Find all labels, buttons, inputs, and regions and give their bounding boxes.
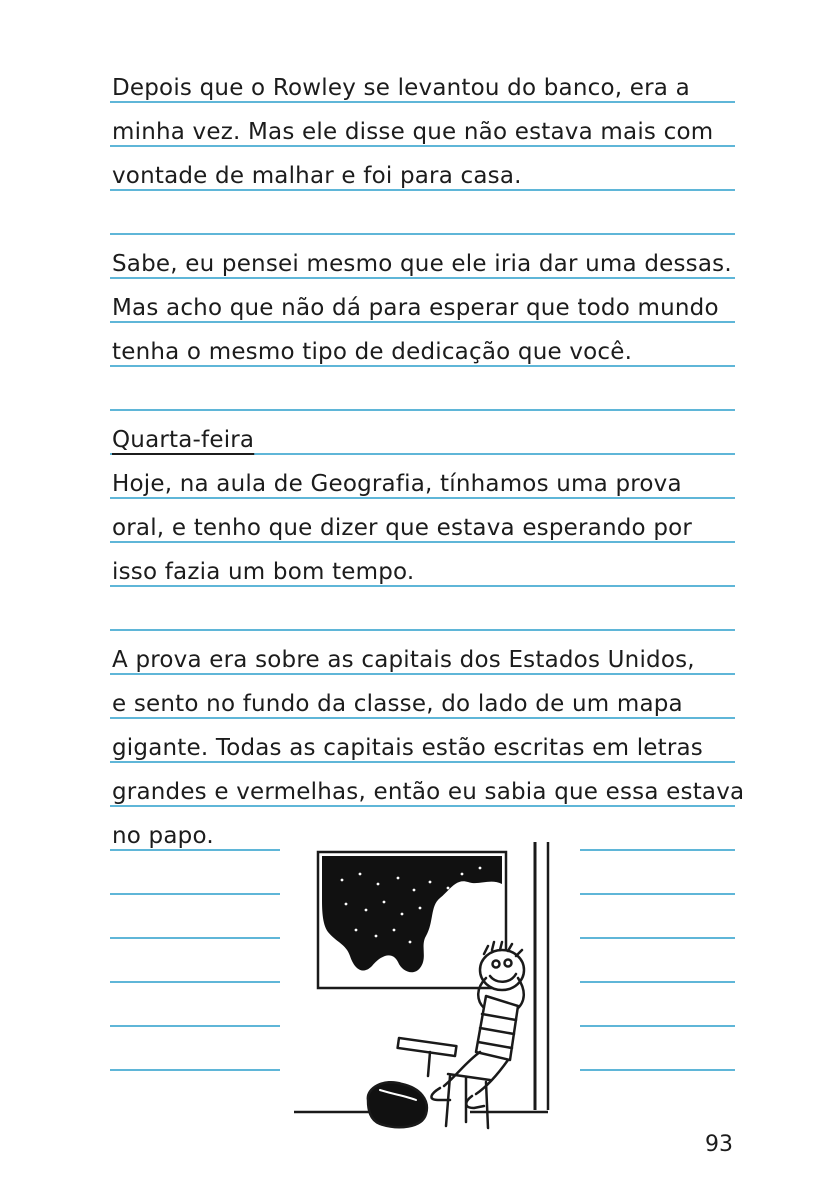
text-line: A prova era sobre as capitais dos Estados Unidos, — [112, 647, 695, 673]
text-line: isso fazia um bom tempo. — [112, 559, 415, 585]
text-line: e sento no fundo da classe, do lado de um mapa — [112, 691, 683, 717]
ruled-line — [110, 629, 735, 631]
ruled-line — [110, 233, 735, 235]
text-line: minha vez. Mas ele disse que não estava mais com — [112, 119, 714, 145]
ruled-line — [110, 409, 735, 411]
text-line: Mas acho que não dá para esperar que todo mundo — [112, 295, 719, 321]
text-line: Depois que o Rowley se levantou do banco, era a — [112, 75, 690, 101]
text-line: vontade de malhar e foi para casa. — [112, 163, 522, 189]
text-line: gigante. Todas as capitais estão escritas em letras — [112, 735, 703, 761]
entry-heading: Quarta-feira — [112, 427, 255, 453]
text-line: no papo. — [112, 823, 214, 849]
page-number: 93 — [705, 1132, 733, 1157]
text-line: tenha o mesmo tipo de dedicação que você. — [112, 339, 633, 365]
text-line: oral, e tenho que dizer que estava esperando por — [112, 515, 693, 541]
text-line: Hoje, na aula de Geografia, tínhamos uma prova — [112, 471, 682, 497]
text-line: grandes e vermelhas, então eu sabia que essa estava — [112, 779, 745, 805]
usa-map-icon — [318, 852, 506, 988]
classroom-illustration — [280, 838, 580, 1138]
text-line: Sabe, eu pensei mesmo que ele iria dar uma dessas. — [112, 251, 732, 277]
